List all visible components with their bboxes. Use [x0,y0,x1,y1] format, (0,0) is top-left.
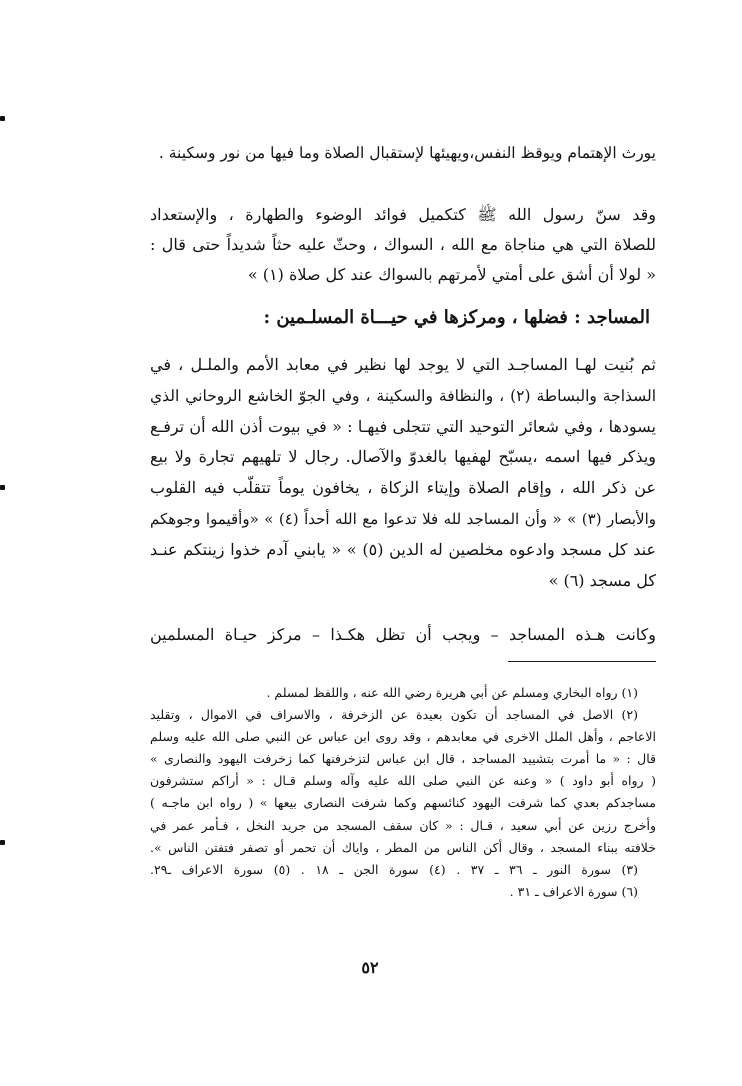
text-line: وقد سنّ رسول الله ﷺ كتكميل فوائد الوضوء والطهارة ، والإستعداد [150,205,656,224]
text-line: وكانت هـذه المساجد – ويجب أن تظل هكـذا – مركز حيـاة المسلمين [150,625,656,644]
footnote-line: ( رواه أبو داود ) « وعنه عن النبي صلى الله عليه وآله وسلم قـال : « أراكم ستشرفون [150,773,656,789]
text-line: كل مسجد (٦) » [548,570,656,590]
scan-edge-mark [0,116,5,121]
text-line: السذاجة والبساطة (٢) ، والنظافة والسكينة ، وفي الجوّ الخاشع الروحاني الذي [150,386,656,405]
text-line: للصلاة التي هي مناجاة مع الله ، السواك ، وحثّ عليه حثاً شديداً حتى قال : [150,235,656,254]
text-line: ثم بُنيت لهـا المساجـد التي لا يوجد لها نظير في معابد الأمم والملـل ، في [150,355,656,374]
mosques-paragraph [150,350,656,596]
footnotes [150,682,656,903]
text-line: ويذكر فيها اسمه ،يسبّح لهفيها بالغدوّ والآصال. رجال لا تلهيهم تجارة ولا بيع [150,447,656,467]
footnote-line: (٣) سورة النور ـ ٣٦ ـ ٣٧ . (٤) سورة الجن ـ ١٨ . (٥) سورة الاعراف ـ٢٩. [150,861,639,877]
footnote-line: (٢) الاصل في المساجد أن تكون بعيدة عن الزخرفة ، والاسراف في الاموال ، وتقليد [150,707,638,723]
page-number: ٥٢ [361,958,379,977]
text-line: والأبصار (٣) » « وأن المساجد لله فلا تدعوا مع الله أحداً (٤) » «وأقيموا وجوهكم [150,509,656,528]
footnote-line: الاعاجم ، وأهل الملل الاخرى في معابدهم ، وقد روى ابن عباس عن النبي صلى الله عليه وسلم [150,729,656,745]
scan-edge-mark [0,485,5,490]
text-line: يسودها ، وفي شعائر التوحيد التي تتجلى فيهـا : « في بيوت أذن الله أن ترفـع [150,416,656,436]
footnote-line: مساجدكم بعدي كما شرفت اليهود كنائسهم وكما شرفت النصارى بيعها » ( رواه ابن ماجـه ) [150,795,656,811]
footnote-separator [508,661,656,662]
footnote-line: (٦) سورة الاعراف ـ ٣١ . [509,883,638,899]
hadith-paragraph [150,200,656,290]
section-heading: المساجد : فضلها ، ومركزها في حيـــاة المسلـمين : [263,307,650,328]
footnote-line: (١) رواه البخاري ومسلم عن أبي هريرة رضي الله عنه ، واللفظ لمسلم . [266,685,638,700]
intro-paragraph [150,138,656,169]
text-line: عن ذكر الله ، وإقام الصلاة وإيتاء الزكاة ، يخافون يوماً تتقلّب فيه القلوب [150,478,656,498]
text-line: يورث الإهتمام ويوقظ النفس،ويهيئها لإستقبال الصلاة وما فيها من نور وسكينة . [158,144,656,162]
footnote-line: وأخرج رزين عن أبي سعيد ، قـال : « كان سقف المسجد من جريد النخل ، فـأمر عمر في [150,817,656,833]
text-line: عند كل مسجد وادعوه مخلصين له الدين (٥) » « يابني آدم خذوا زينتكم عنـد [150,539,656,559]
scan-edge-mark [0,840,5,845]
text-line: « لولا أن أشق على أمتي لأمرتهم بالسواك عند كل صلاة (١) » [247,265,656,284]
closing-paragraph [150,620,656,650]
footnote-line: قال : « ما أمرت بتشييد المساجد ، قال ابن عباس لتزخرفنها كما زخرفت اليهود والنصارى » [150,751,656,767]
footnote-line: خلافته ببناء المسجد ، وقال أكن الناس من المطر ، واياك أن تحمر أو تصفر فتفتن الناس ». [150,839,656,855]
